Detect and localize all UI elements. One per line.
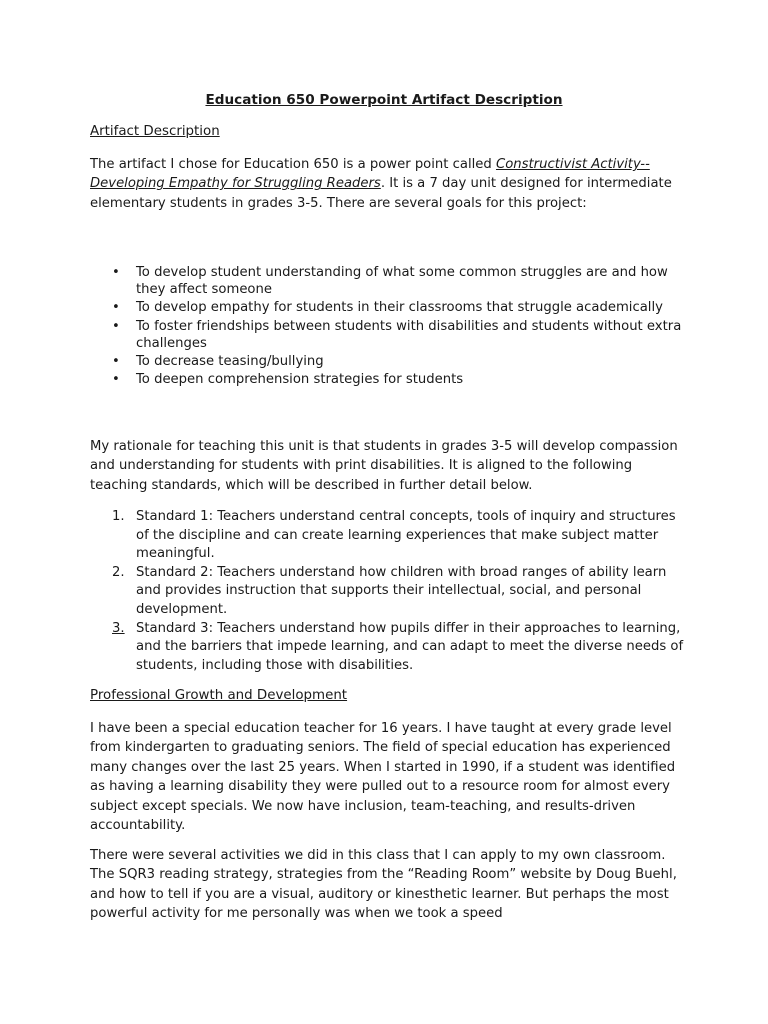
intro-text-2: . It is a 7 day unit designed for intermediate elementary students in grades 3-5. There are several goals for this project: bbox=[90, 176, 672, 211]
growth-paragraph-1: I have been a special education teacher for 16 years. I have taught at every grade level from kindergarten to graduating seniors. The field of special education has experienced many changes over the last 25 years. When I started in 1990, if a student was identified as having a learning disability they were pulled out to a resource room for almost every subject except specials. We now have inclusion, team-teaching, and results-driven accountability. bbox=[90, 721, 676, 834]
bullet-icon: • bbox=[112, 372, 120, 388]
standard-text: Standard 3: Teachers understand how pupils differ in their approaches to learning, and the barriers that impede learning, and can adapt to meet the diverse needs of students, including those with disabilities. bbox=[136, 620, 684, 673]
list-number: 2. bbox=[112, 564, 125, 580]
list-number: 1. bbox=[112, 509, 125, 524]
intro-text-1: The artifact I chose for Education 650 is a power point called bbox=[90, 157, 496, 172]
bullet-icon: • bbox=[112, 265, 120, 280]
goals-list bbox=[90, 264, 690, 389]
list-item bbox=[90, 299, 690, 316]
artifact-title-part-2: Developing Empathy for Struggling Readers bbox=[90, 176, 381, 192]
standard-text: Standard 1: Teachers understand central concepts, tools of inquiry and structures of the discipline and can create learning experiences that make subject matter meaningful. bbox=[136, 509, 676, 562]
intro-paragraph bbox=[90, 155, 690, 213]
goal-text: To deepen comprehension strategies for students bbox=[136, 372, 464, 388]
goal-text: To foster friendships between students with disabilities and students without extra challenges bbox=[136, 318, 682, 351]
list-item bbox=[90, 264, 690, 298]
artifact-title-part-1: Constructivist Activity-- bbox=[495, 157, 650, 172]
list-item bbox=[90, 353, 690, 370]
list-number: 3. bbox=[112, 620, 125, 636]
professional-growth-heading: Professional Growth and Development bbox=[90, 688, 348, 703]
standard-text: Standard 2: Teachers understand how children with broad ranges of ability learn and provides instruction that supports their intellectual, social, and personal development. bbox=[136, 564, 667, 617]
goal-text: To develop student understanding of what some common struggles are and how they affect someone bbox=[136, 265, 668, 298]
goal-text: To develop empathy for students in their classrooms that struggle academically bbox=[136, 300, 663, 316]
standards-list bbox=[90, 508, 690, 675]
bullet-icon: • bbox=[112, 318, 120, 334]
list-item bbox=[90, 620, 690, 676]
page-title: Education 650 Powerpoint Artifact Description bbox=[205, 92, 563, 108]
bullet-icon: • bbox=[112, 354, 120, 370]
artifact-description-heading: Artifact Description bbox=[90, 124, 220, 139]
list-item bbox=[90, 318, 690, 352]
list-item bbox=[90, 508, 690, 564]
growth-paragraph-2: There were several activities we did in this class that I can apply to my own classroom. The SQR3 reading strategy, strategies from the “Reading Room” website by Doug Buehl, and how to tell if you are a visual, auditory or kinesthetic learner. But perhaps the most powerful activity for me personally was when we took a speed bbox=[90, 848, 677, 922]
rationale-paragraph: My rationale for teaching this unit is that students in grades 3-5 will develop compassion and understanding for students with print disabilities. It is aligned to the following teaching standards, which will be described in further detail below. bbox=[90, 439, 678, 493]
bullet-icon: • bbox=[112, 300, 120, 316]
goal-text: To decrease teasing/bullying bbox=[136, 354, 324, 370]
list-item bbox=[90, 371, 690, 388]
list-item bbox=[90, 564, 690, 620]
